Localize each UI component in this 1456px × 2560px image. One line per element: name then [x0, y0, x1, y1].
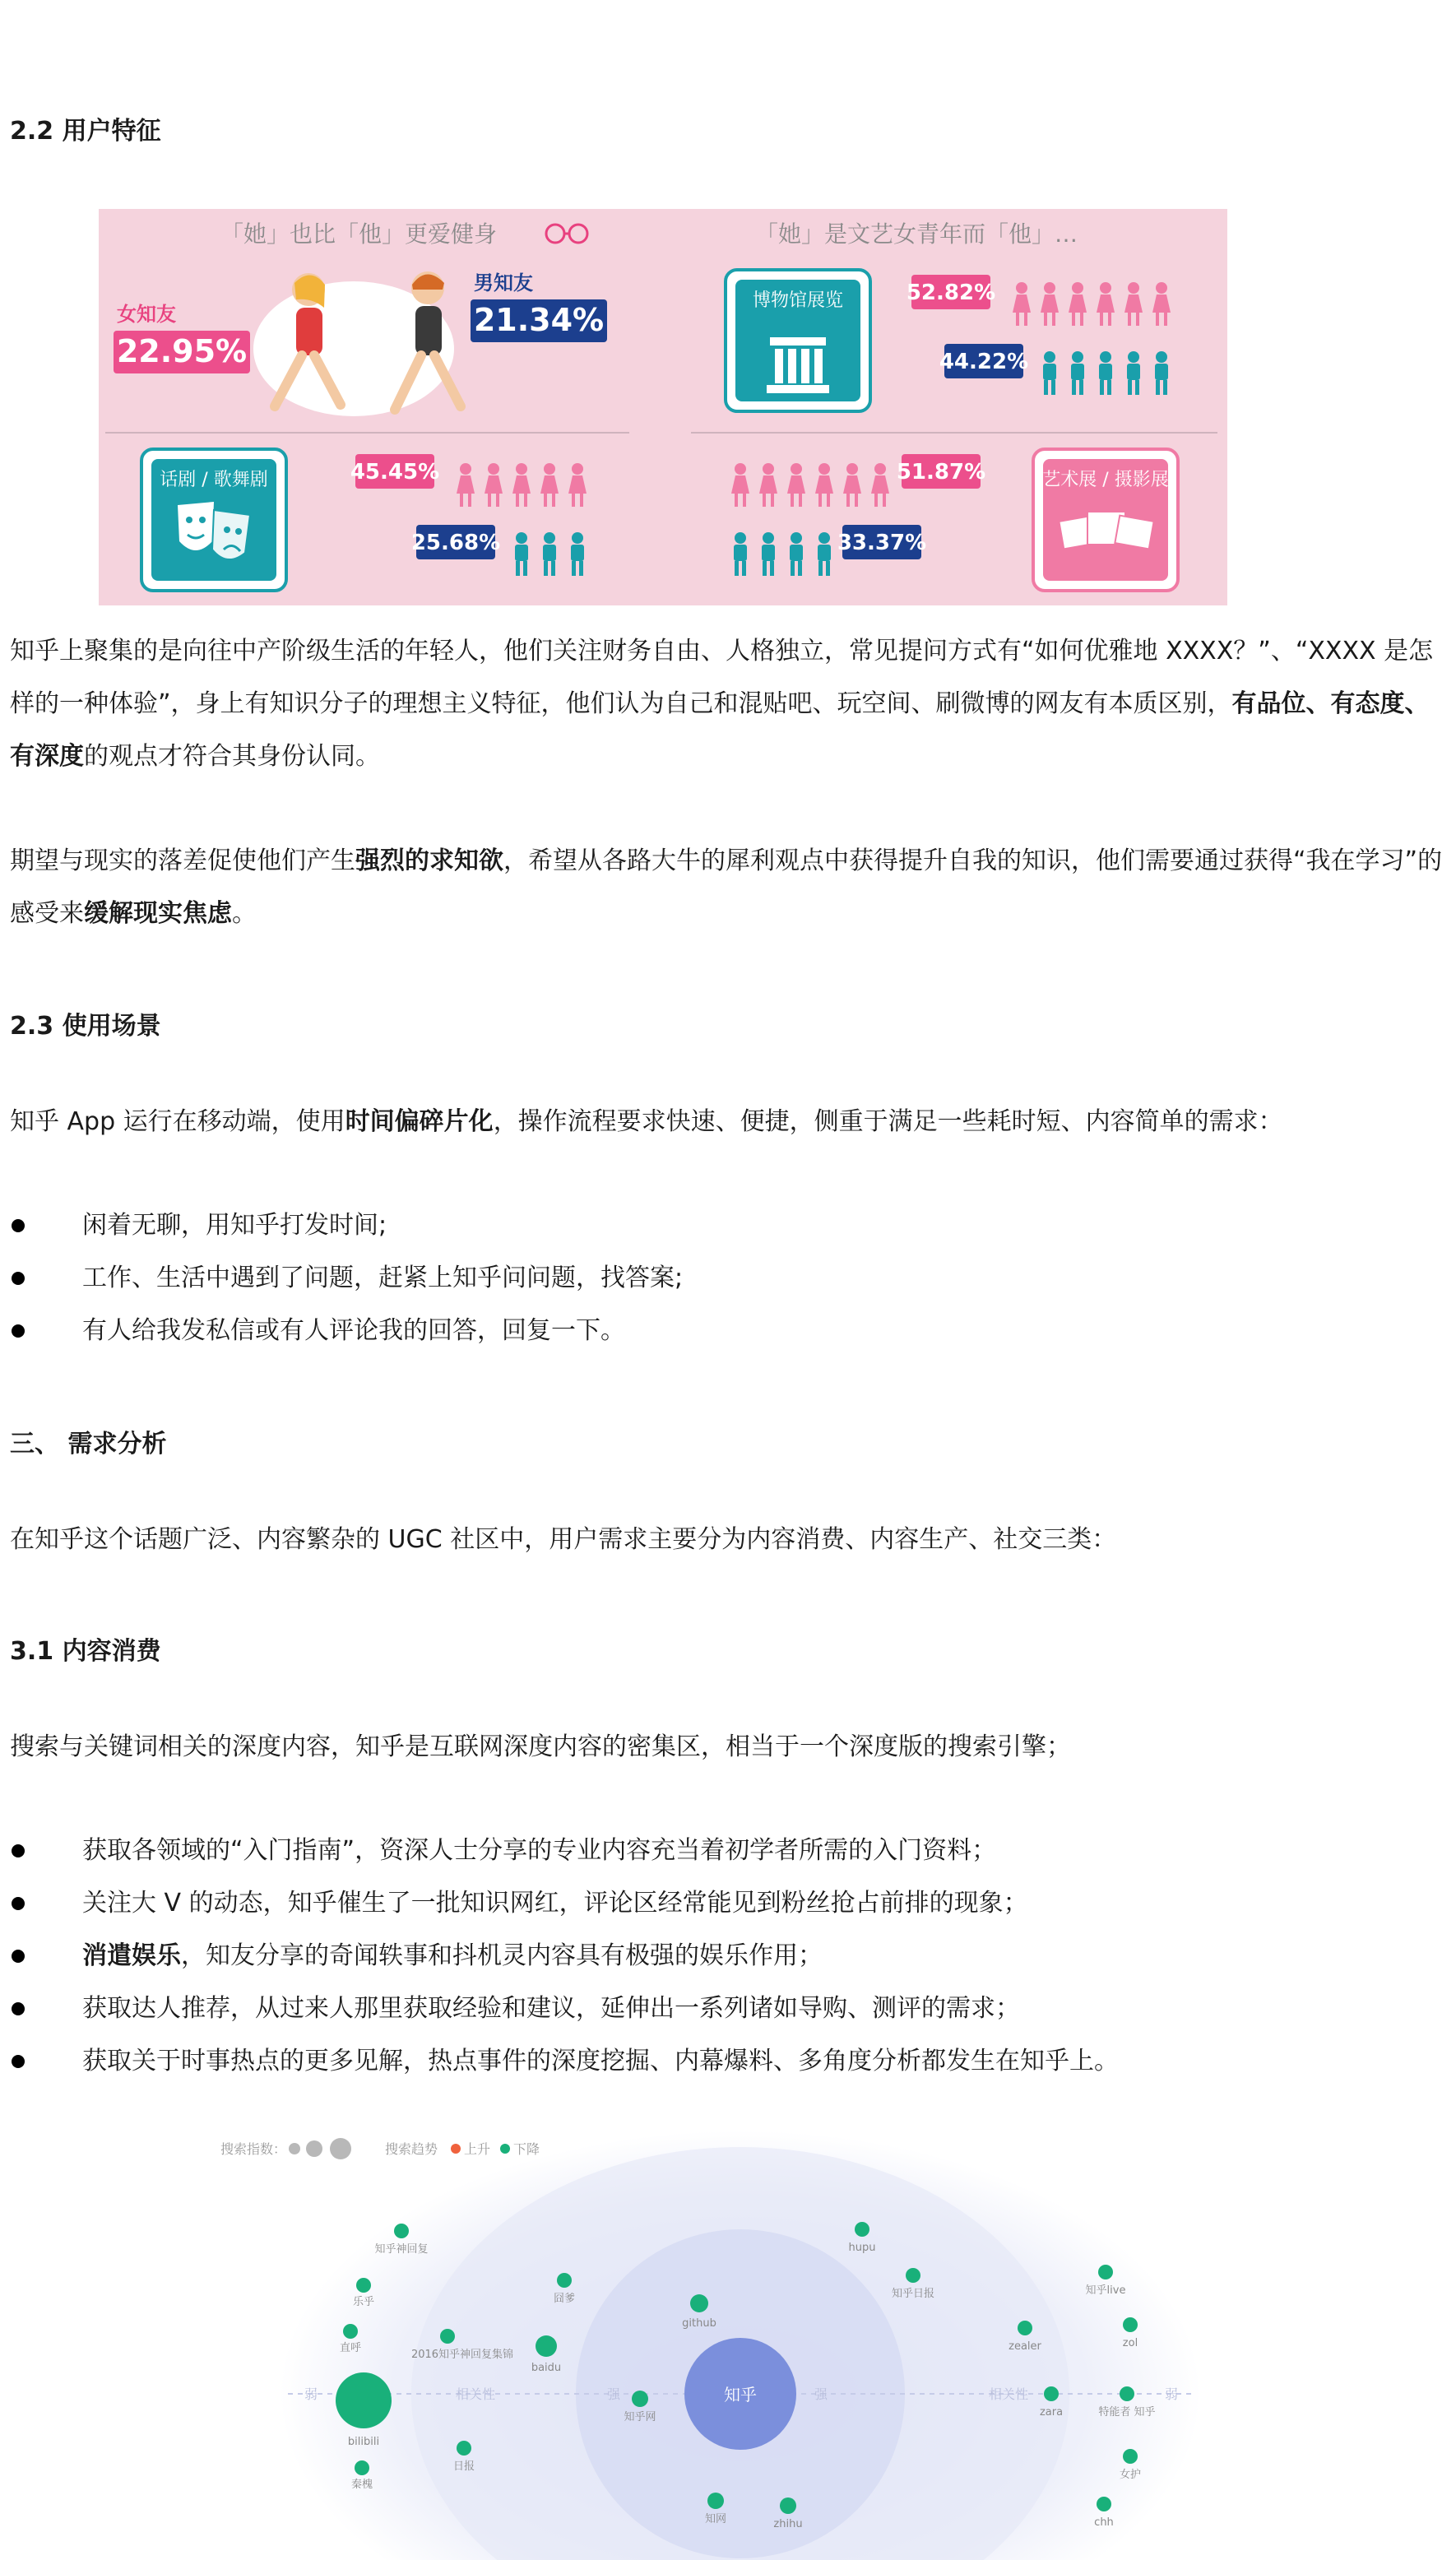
center-node-label: 知乎 — [724, 2385, 757, 2405]
female-fitness-pct: 22.95% — [116, 333, 248, 369]
consumption-list — [10, 1825, 1119, 2088]
section-heading-3: 三、 需求分析 — [10, 1430, 167, 1459]
bold-highlight: 强烈的求知欲 — [355, 846, 503, 875]
node-dot — [1120, 2386, 1134, 2401]
node-label: 乐乎 — [352, 2296, 375, 2308]
node-label: 知乎日报 — [891, 2288, 935, 2300]
list-item — [10, 1983, 1119, 2035]
node-label: 秦槐 — [350, 2479, 373, 2491]
museum-male-pct: 44.22% — [939, 350, 1029, 374]
list-item — [10, 1825, 1119, 1877]
legend-down-label: 下降 — [513, 2141, 540, 2157]
legend-up-label: 上升 — [464, 2141, 491, 2157]
legend-dot-small — [289, 2143, 300, 2154]
node-dot — [457, 2441, 471, 2456]
drama-female-pct: 45.45% — [350, 460, 440, 485]
node-dot — [1018, 2321, 1032, 2335]
node-dot — [355, 2460, 369, 2475]
paragraph-text: 知乎 App 运行在移动端，使用 — [10, 1107, 345, 1136]
art-male-pct: 33.37% — [837, 531, 927, 555]
right-title: 「她」是文艺女青年而「他」… — [755, 220, 1078, 248]
section-heading-2-2: 2.2 用户特征 — [10, 117, 161, 146]
node-dot — [855, 2222, 869, 2237]
axis-label-strong-right: 强 — [814, 2386, 828, 2402]
list-item — [10, 2035, 1119, 2088]
axis-label-weak-right: 弱 — [1165, 2386, 1179, 2402]
node-dot — [780, 2497, 796, 2514]
paragraph-text: 。 — [232, 899, 257, 928]
scenario-list — [10, 1199, 683, 1357]
node-label: baidu — [531, 2362, 562, 2374]
list-item-text: 关注大 V 的动态，知乎催生了一批知识网红，评论区经常能见到粉丝抢占前排的现象； — [82, 1889, 1028, 1918]
axis-label-relevance-right: 相关性 — [989, 2386, 1029, 2402]
node-label: 知乎神回复 — [374, 2243, 429, 2256]
paragraph-search: 搜索与关键词相关的深度内容，知乎是互联网深度内容的密集区，相当于一个深度版的搜索引擎； — [10, 1732, 1071, 1761]
node-dot — [1097, 2497, 1111, 2511]
node-dot — [557, 2273, 572, 2288]
node-label: 日报 — [452, 2460, 475, 2473]
node-label: 直呼 — [339, 2342, 362, 2354]
legend-trend-label: 搜索趋势 — [385, 2141, 438, 2157]
paragraph-text: ，操作流程要求快速、便捷，侧重于满足一些耗时短、内容简单的需求： — [493, 1107, 1283, 1136]
node-label: 知网 — [704, 2513, 727, 2525]
node-dot — [632, 2391, 648, 2407]
node-dot — [1098, 2265, 1113, 2279]
list-item — [10, 1930, 1119, 1983]
node-label: zhihu — [773, 2518, 803, 2530]
node-dot — [440, 2329, 455, 2344]
drama-male-pct: 25.68% — [410, 531, 501, 555]
legend-down-dot — [500, 2144, 510, 2154]
node-label: github — [682, 2317, 716, 2330]
user-feature-infographic — [99, 209, 1227, 605]
bold-highlight: 缓解现实焦虑 — [84, 899, 232, 928]
node-dot — [343, 2324, 358, 2339]
legend-dot-large — [330, 2138, 351, 2159]
paragraph-usage — [10, 1096, 1449, 1148]
node-label: 特能者 知乎 — [1098, 2406, 1156, 2419]
museum-female-pct: 52.82% — [906, 281, 996, 305]
bold-highlight: 时间偏碎片化 — [345, 1107, 494, 1136]
node-dot — [690, 2294, 708, 2312]
male-label: 男知友 — [474, 271, 533, 294]
node-dot — [394, 2224, 409, 2238]
paragraph-user-traits — [10, 625, 1449, 783]
list-item: 有人给我发私信或有人评论我的回答，回复一下。 — [10, 1305, 683, 1357]
search-relevance-bubble-chart — [206, 2122, 1209, 2560]
list-item-text: 获取各领域的“入门指南”，资深人士分享的专业内容充当着初学者所需的入门资料； — [82, 1836, 997, 1865]
drama-label: 话剧 / 歌舞剧 — [160, 470, 268, 490]
list-item: 工作、生活中遇到了问题，赶紧上知乎问问题，找答案; — [10, 1252, 683, 1305]
axis-label-strong-left: 强 — [607, 2386, 621, 2402]
bold-highlight: 消遣娱乐 — [82, 1941, 181, 1970]
paragraph-text: 期望与现实的落差促使他们产生 — [10, 846, 355, 875]
paragraph-text: 的观点才符合其身份认同。 — [84, 742, 380, 771]
legend-index-label: 搜索指数： — [220, 2141, 287, 2157]
axis-label-weak-left: 弱 — [304, 2386, 318, 2402]
list-item-text: ，知友分享的奇闻轶事和抖机灵内容具有极强的娱乐作用； — [181, 1941, 823, 1970]
list-item: 闲着无聊，用知乎打发时间; — [10, 1199, 683, 1252]
section-heading-3-1: 3.1 内容消费 — [10, 1637, 161, 1666]
node-label: 女护 — [1119, 2469, 1142, 2481]
node-label: 囧爹 — [553, 2293, 576, 2305]
legend-dot-medium — [306, 2140, 322, 2157]
female-label: 女知友 — [117, 303, 176, 326]
node-label: 2016知乎神回复集锦 — [410, 2349, 514, 2361]
paragraph-text: 知乎上聚集的是向往中产阶级生活的年轻人，他们关注财务自由、人格独立，常见提问方式有“如何优雅地 XXXX？”、“XXXX 是怎样的一种体验”，身上有知识分子的理想主义特征，他们认为自己和混贴吧、玩空间、刷微博的网友有本质区别， — [10, 637, 1434, 718]
paragraph-text: ，希望从各路大牛的犀利观点中获得提升自我的知识，他们需要通过获得“我在学习”的感受来 — [10, 846, 1443, 928]
node-label: zealer — [1009, 2340, 1041, 2353]
left-title: 「她」也比「他」更爱健身 — [220, 220, 498, 248]
node-dot — [1123, 2449, 1138, 2464]
node-dot — [336, 2372, 392, 2428]
art-female-pct: 51.87% — [896, 460, 986, 485]
node-dot — [356, 2278, 371, 2293]
node-dot — [707, 2493, 724, 2509]
legend-up-dot — [451, 2144, 461, 2154]
paragraph-motivation — [10, 835, 1449, 940]
paragraph-demand-overview: 在知乎这个话题广泛、内容繁杂的 UGC 社区中，用户需求主要分为内容消费、内容生产、社交三类： — [10, 1525, 1117, 1554]
section-heading-2-3: 2.3 使用场景 — [10, 1012, 161, 1041]
node-label: bilibili — [347, 2436, 380, 2448]
node-label: zol — [1122, 2337, 1138, 2349]
node-label: hupu — [848, 2242, 876, 2254]
art-label: 艺术展 / 摄影展 — [1042, 470, 1169, 490]
node-label: 知乎live — [1085, 2284, 1126, 2297]
node-label: 知乎网 — [624, 2411, 656, 2423]
node-dot — [1044, 2386, 1059, 2401]
museum-label: 博物馆展览 — [752, 290, 844, 311]
bold-highlight: 有品位、有态度、有深度 — [10, 689, 1430, 771]
list-item — [10, 1877, 1119, 1930]
list-item-text: 获取关于时事热点的更多见解，热点事件的深度挖掘、内幕爆料、多角度分析都发生在知乎上。 — [82, 2047, 1119, 2075]
node-dot — [1123, 2317, 1138, 2332]
male-fitness-pct: 21.34% — [473, 302, 605, 338]
node-label: zara — [1039, 2406, 1064, 2419]
axis-label-relevance-left: 相关性 — [456, 2386, 496, 2402]
node-label: chh — [1094, 2516, 1114, 2529]
list-item-text: 获取达人推荐，从过来人那里获取经验和建议，延伸出一系列诸如导购、测评的需求； — [82, 1994, 1020, 2023]
node-dot — [536, 2335, 557, 2357]
node-dot — [906, 2268, 920, 2283]
